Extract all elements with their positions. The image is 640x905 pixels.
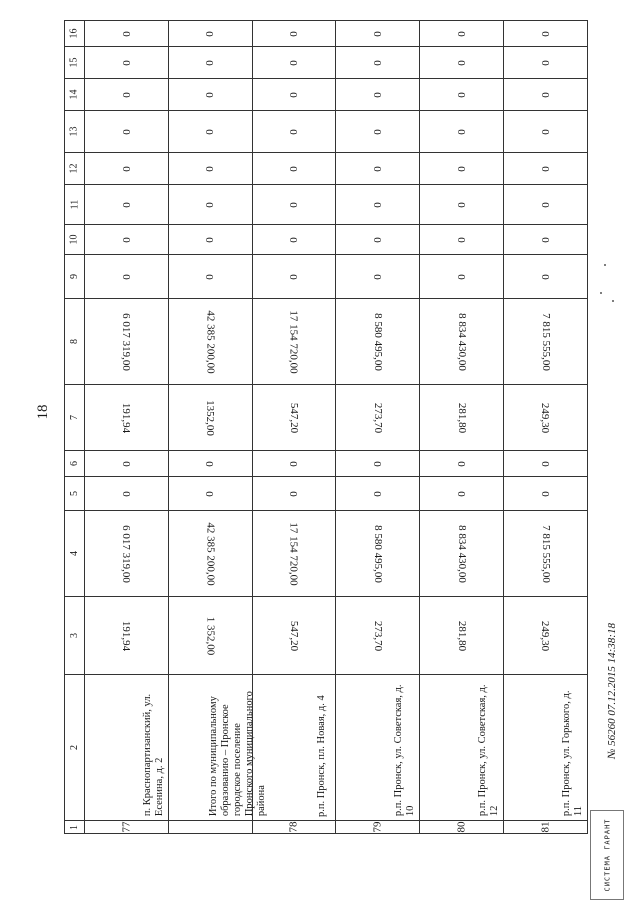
column-number-16 bbox=[65, 21, 85, 47]
area-total-cell-text: 191,94 bbox=[120, 620, 133, 651]
table-row-col-11 bbox=[65, 185, 588, 225]
table-row-col-4 bbox=[65, 511, 588, 597]
area-total-cell bbox=[84, 597, 168, 675]
cost-total-cell-text: 42 385 200,00 bbox=[204, 521, 217, 586]
zero-cell bbox=[504, 79, 588, 111]
zero-cell bbox=[336, 225, 420, 255]
row-id-text: 77 bbox=[120, 821, 133, 833]
zero-cell-text: 0 bbox=[120, 59, 133, 66]
address-cell bbox=[336, 675, 420, 821]
column-number-6-text: 6 bbox=[68, 461, 80, 466]
zero-cell bbox=[504, 153, 588, 185]
zero-cell bbox=[504, 111, 588, 153]
column-number-12-text: 12 bbox=[68, 163, 80, 174]
column-number-11 bbox=[65, 185, 85, 225]
table-row-col-6 bbox=[65, 451, 588, 477]
column-number-1 bbox=[65, 821, 85, 834]
zero-cell bbox=[168, 225, 252, 255]
column-number-2 bbox=[65, 675, 85, 821]
zero-cell-text: 0 bbox=[120, 91, 133, 98]
value-cell bbox=[168, 451, 252, 477]
zero-cell-text: 0 bbox=[287, 165, 300, 172]
zero-cell-text: 0 bbox=[455, 59, 468, 66]
zero-cell-text: 0 bbox=[204, 165, 217, 172]
scan-speck bbox=[600, 292, 602, 294]
table-row-col-2 bbox=[65, 675, 588, 821]
area-cell-text: 547,20 bbox=[287, 402, 300, 433]
page-number: 18 bbox=[34, 404, 51, 420]
zero-cell bbox=[252, 153, 336, 185]
column-number-9 bbox=[65, 255, 85, 299]
area-cell bbox=[84, 385, 168, 451]
cost-total-cell bbox=[336, 511, 420, 597]
column-number-7-text: 7 bbox=[68, 415, 80, 420]
address-cell-text: Итого по муниципальному образованию – Пронское городское поселение Пронского муниципального района bbox=[207, 691, 267, 817]
column-number-13-text: 13 bbox=[68, 126, 80, 137]
zero-cell bbox=[252, 21, 336, 47]
column-number-5 bbox=[65, 477, 85, 511]
row-id bbox=[504, 821, 588, 834]
value-cell bbox=[336, 477, 420, 511]
address-cell-text: р.п. Пронск, ул. Советская, д. 10 bbox=[393, 684, 417, 817]
address-cell-text: р.п. Пронск, ул. Советская, д. 12 bbox=[477, 684, 501, 817]
value-cell-text: 0 bbox=[371, 490, 384, 497]
cost-cell-text: 8 834 430,00 bbox=[455, 312, 468, 371]
zero-cell-text: 0 bbox=[120, 128, 133, 135]
zero-cell bbox=[504, 185, 588, 225]
area-total-cell-text: 281,80 bbox=[455, 620, 468, 651]
zero-cell bbox=[84, 153, 168, 185]
table-row-col-9 bbox=[65, 255, 588, 299]
zero-cell bbox=[168, 79, 252, 111]
data-table bbox=[64, 20, 588, 833]
cost-total-cell bbox=[84, 511, 168, 597]
table-row-col-12 bbox=[65, 153, 588, 185]
zero-cell bbox=[420, 225, 504, 255]
row-id-text: 80 bbox=[455, 821, 468, 833]
zero-cell bbox=[84, 47, 168, 79]
zero-cell bbox=[336, 47, 420, 79]
zero-cell bbox=[420, 185, 504, 225]
table-row-col-7 bbox=[65, 385, 588, 451]
zero-cell bbox=[84, 21, 168, 47]
row-id-text: 79 bbox=[371, 821, 384, 833]
zero-cell-text: 0 bbox=[287, 30, 300, 37]
table-row-col-1 bbox=[65, 821, 588, 834]
value-cell-text: 0 bbox=[120, 490, 133, 497]
zero-cell bbox=[84, 255, 168, 299]
value-cell bbox=[504, 477, 588, 511]
zero-cell-text: 0 bbox=[371, 165, 384, 172]
zero-cell bbox=[504, 225, 588, 255]
zero-cell-text: 0 bbox=[204, 30, 217, 37]
zero-cell-text: 0 bbox=[287, 236, 300, 243]
value-cell-text: 0 bbox=[455, 460, 468, 467]
zero-cell bbox=[420, 47, 504, 79]
area-cell bbox=[504, 385, 588, 451]
zero-cell-text: 0 bbox=[120, 165, 133, 172]
area-cell bbox=[336, 385, 420, 451]
zero-cell bbox=[336, 21, 420, 47]
zero-cell-text: 0 bbox=[539, 273, 552, 280]
area-total-cell-text: 249,30 bbox=[539, 620, 552, 651]
area-total-cell bbox=[168, 597, 252, 675]
zero-cell bbox=[168, 21, 252, 47]
table-row-col-5 bbox=[65, 477, 588, 511]
zero-cell-text: 0 bbox=[371, 59, 384, 66]
zero-cell-text: 0 bbox=[455, 91, 468, 98]
cost-total-cell-text: 8 834 430,00 bbox=[455, 524, 468, 583]
area-cell bbox=[252, 385, 336, 451]
zero-cell-text: 0 bbox=[455, 273, 468, 280]
document-table bbox=[64, 20, 588, 834]
cost-total-cell-text: 6 017 319,00 bbox=[120, 524, 133, 583]
column-number-2-text: 2 bbox=[68, 745, 80, 750]
table-row-col-10 bbox=[65, 225, 588, 255]
column-number-4 bbox=[65, 511, 85, 597]
area-total-cell-text: 273,70 bbox=[371, 620, 384, 651]
zero-cell bbox=[168, 47, 252, 79]
value-cell bbox=[168, 477, 252, 511]
area-cell bbox=[420, 385, 504, 451]
table-row-col-15 bbox=[65, 47, 588, 79]
zero-cell-text: 0 bbox=[287, 91, 300, 98]
zero-cell-text: 0 bbox=[287, 201, 300, 208]
column-number-8-text: 8 bbox=[68, 339, 80, 344]
zero-cell bbox=[420, 153, 504, 185]
area-cell-text: 273,70 bbox=[371, 402, 384, 433]
cost-total-cell-text: 8 580 495,00 bbox=[371, 524, 384, 583]
zero-cell-text: 0 bbox=[455, 165, 468, 172]
zero-cell bbox=[168, 111, 252, 153]
zero-cell bbox=[420, 111, 504, 153]
cost-total-cell bbox=[420, 511, 504, 597]
zero-cell-text: 0 bbox=[204, 201, 217, 208]
value-cell-text: 0 bbox=[371, 460, 384, 467]
column-number-14-text: 14 bbox=[68, 89, 80, 100]
address-cell-text: р.п. Пронск, пл. Новая, д. 4 bbox=[315, 695, 327, 817]
column-number-3 bbox=[65, 597, 85, 675]
area-total-cell-text: 547,20 bbox=[287, 620, 300, 651]
zero-cell bbox=[168, 153, 252, 185]
zero-cell bbox=[252, 225, 336, 255]
address-cell bbox=[168, 675, 267, 821]
zero-cell-text: 0 bbox=[287, 273, 300, 280]
zero-cell-text: 0 bbox=[455, 30, 468, 37]
table-row-col-14 bbox=[65, 79, 588, 111]
value-cell bbox=[420, 477, 504, 511]
value-cell bbox=[84, 477, 168, 511]
zero-cell-text: 0 bbox=[539, 165, 552, 172]
zero-cell bbox=[336, 255, 420, 299]
value-cell bbox=[252, 451, 336, 477]
area-total-cell bbox=[252, 597, 336, 675]
cost-total-cell-text: 17 154 720,00 bbox=[287, 521, 300, 586]
cost-cell bbox=[84, 299, 168, 385]
zero-cell-text: 0 bbox=[120, 30, 133, 37]
zero-cell bbox=[84, 79, 168, 111]
row-id bbox=[252, 821, 336, 834]
cost-total-cell bbox=[504, 511, 588, 597]
address-cell bbox=[504, 675, 588, 821]
column-number-10 bbox=[65, 225, 85, 255]
zero-cell-text: 0 bbox=[539, 201, 552, 208]
registration-stamp: № 56260 07.12.2015 14:38:18 bbox=[606, 623, 618, 759]
column-number-15 bbox=[65, 47, 85, 79]
zero-cell-text: 0 bbox=[204, 273, 217, 280]
table-row-col-13 bbox=[65, 111, 588, 153]
cost-cell-text: 7 815 555,00 bbox=[539, 312, 552, 371]
garant-logo bbox=[590, 810, 624, 900]
zero-cell bbox=[420, 255, 504, 299]
cost-cell bbox=[504, 299, 588, 385]
column-number-3-text: 3 bbox=[68, 633, 80, 638]
area-total-cell bbox=[420, 597, 504, 675]
zero-cell bbox=[504, 47, 588, 79]
zero-cell-text: 0 bbox=[371, 30, 384, 37]
column-number-10-text: 10 bbox=[68, 234, 80, 245]
row-id bbox=[336, 821, 420, 834]
column-number-8 bbox=[65, 299, 85, 385]
zero-cell-text: 0 bbox=[539, 59, 552, 66]
area-total-cell-text: 1 352,00 bbox=[204, 616, 217, 655]
cost-total-cell-text: 7 815 555,00 bbox=[539, 524, 552, 583]
zero-cell-text: 0 bbox=[204, 91, 217, 98]
cost-cell bbox=[336, 299, 420, 385]
cost-total-cell bbox=[252, 511, 336, 597]
row-id bbox=[168, 821, 252, 834]
column-number-5-text: 5 bbox=[68, 491, 80, 496]
table-row-col-8 bbox=[65, 299, 588, 385]
address-cell-text: п. Краснопартизанский, ул. Есенина, д. 2 bbox=[141, 694, 165, 817]
table-row-col-3 bbox=[65, 597, 588, 675]
zero-cell bbox=[168, 255, 252, 299]
zero-cell-text: 0 bbox=[204, 128, 217, 135]
area-cell-text: 191,94 bbox=[120, 402, 133, 433]
zero-cell bbox=[504, 255, 588, 299]
column-number-12 bbox=[65, 153, 85, 185]
zero-cell-text: 0 bbox=[371, 201, 384, 208]
scan-speck bbox=[612, 300, 614, 302]
zero-cell-text: 0 bbox=[371, 236, 384, 243]
cost-total-cell bbox=[168, 511, 252, 597]
zero-cell-text: 0 bbox=[455, 128, 468, 135]
column-number-16-text: 16 bbox=[68, 28, 80, 39]
area-total-cell bbox=[504, 597, 588, 675]
zero-cell bbox=[504, 21, 588, 47]
zero-cell bbox=[84, 225, 168, 255]
row-id bbox=[84, 821, 168, 834]
column-number-11-text: 11 bbox=[68, 199, 80, 210]
zero-cell bbox=[336, 185, 420, 225]
zero-cell bbox=[168, 185, 252, 225]
zero-cell bbox=[252, 185, 336, 225]
value-cell-text: 0 bbox=[204, 460, 217, 467]
table-row-col-16 bbox=[65, 21, 588, 47]
area-cell-text: 281,80 bbox=[455, 402, 468, 433]
cost-cell bbox=[168, 299, 252, 385]
row-id-text: 78 bbox=[287, 821, 300, 833]
zero-cell bbox=[420, 79, 504, 111]
zero-cell bbox=[84, 185, 168, 225]
zero-cell-text: 0 bbox=[455, 201, 468, 208]
value-cell-text: 0 bbox=[120, 460, 133, 467]
address-cell-text: р.п. Пронск, ул. Горького, д. 11 bbox=[561, 690, 585, 817]
zero-cell bbox=[336, 79, 420, 111]
zero-cell bbox=[336, 111, 420, 153]
zero-cell-text: 0 bbox=[287, 59, 300, 66]
value-cell-text: 0 bbox=[287, 490, 300, 497]
scan-speck bbox=[604, 264, 606, 266]
value-cell bbox=[84, 451, 168, 477]
zero-cell bbox=[252, 79, 336, 111]
zero-cell bbox=[252, 111, 336, 153]
value-cell bbox=[420, 451, 504, 477]
zero-cell-text: 0 bbox=[455, 236, 468, 243]
zero-cell-text: 0 bbox=[371, 91, 384, 98]
zero-cell-text: 0 bbox=[539, 236, 552, 243]
logo-text: СИСТЕМА ГАРАНТ bbox=[603, 818, 612, 892]
address-cell bbox=[84, 675, 168, 821]
cost-cell bbox=[252, 299, 336, 385]
value-cell bbox=[252, 477, 336, 511]
row-id bbox=[420, 821, 504, 834]
value-cell bbox=[504, 451, 588, 477]
cost-cell-text: 42 385 200,00 bbox=[204, 309, 217, 374]
zero-cell-text: 0 bbox=[371, 273, 384, 280]
column-number-9-text: 9 bbox=[68, 274, 80, 279]
area-cell-text: 1352,00 bbox=[204, 399, 217, 436]
value-cell bbox=[336, 451, 420, 477]
zero-cell-text: 0 bbox=[539, 128, 552, 135]
column-number-6 bbox=[65, 451, 85, 477]
zero-cell-text: 0 bbox=[539, 91, 552, 98]
value-cell-text: 0 bbox=[287, 460, 300, 467]
value-cell-text: 0 bbox=[204, 490, 217, 497]
column-number-4-text: 4 bbox=[68, 551, 80, 556]
zero-cell-text: 0 bbox=[371, 128, 384, 135]
value-cell-text: 0 bbox=[539, 460, 552, 467]
row-id-text: 81 bbox=[539, 821, 552, 833]
column-number-14 bbox=[65, 79, 85, 111]
zero-cell-text: 0 bbox=[120, 236, 133, 243]
area-cell bbox=[168, 385, 252, 451]
zero-cell bbox=[420, 21, 504, 47]
zero-cell-text: 0 bbox=[204, 59, 217, 66]
column-number-15-text: 15 bbox=[68, 57, 80, 68]
column-number-13 bbox=[65, 111, 85, 153]
area-total-cell bbox=[336, 597, 420, 675]
zero-cell bbox=[336, 153, 420, 185]
zero-cell bbox=[84, 111, 168, 153]
cost-cell-text: 17 154 720,00 bbox=[287, 309, 300, 374]
zero-cell-text: 0 bbox=[287, 128, 300, 135]
cost-cell bbox=[420, 299, 504, 385]
zero-cell-text: 0 bbox=[120, 201, 133, 208]
area-cell-text: 249,30 bbox=[539, 402, 552, 433]
column-number-7 bbox=[65, 385, 85, 451]
zero-cell bbox=[252, 255, 336, 299]
value-cell-text: 0 bbox=[539, 490, 552, 497]
zero-cell-text: 0 bbox=[120, 273, 133, 280]
zero-cell-text: 0 bbox=[539, 30, 552, 37]
column-number-1-text: 1 bbox=[68, 824, 80, 830]
cost-cell-text: 6 017 319,00 bbox=[120, 312, 133, 371]
zero-cell bbox=[252, 47, 336, 79]
zero-cell-text: 0 bbox=[204, 236, 217, 243]
value-cell-text: 0 bbox=[455, 490, 468, 497]
cost-cell-text: 8 580 495,00 bbox=[371, 312, 384, 371]
address-cell bbox=[420, 675, 504, 821]
